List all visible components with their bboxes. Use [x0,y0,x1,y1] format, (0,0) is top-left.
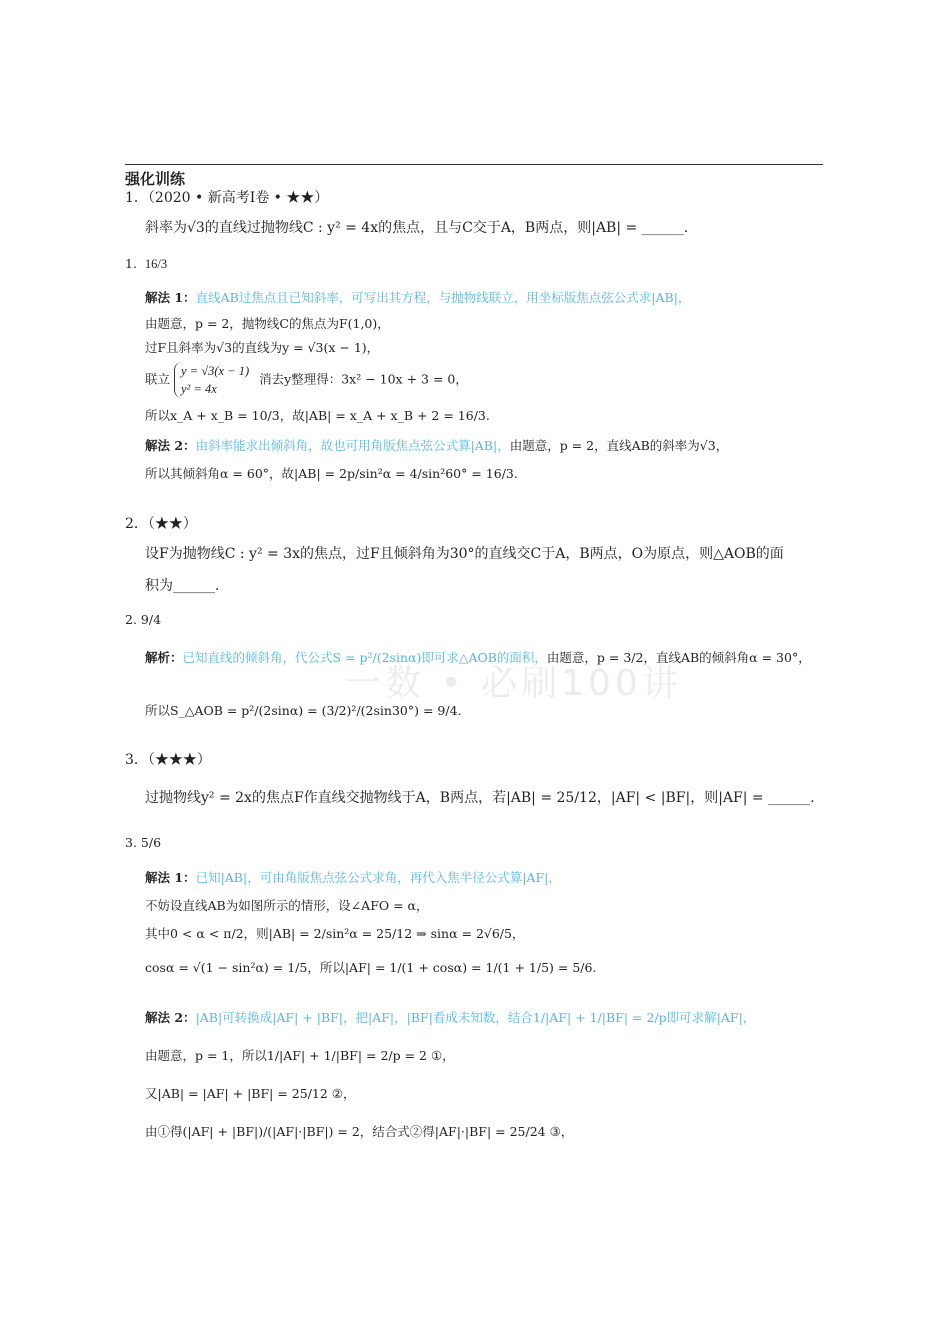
q1-sys-eq1: y = √3(x − 1) [181,364,250,378]
q3-sol1 [145,870,561,885]
q1-sol2 [145,438,728,453]
q1-equation-system [174,362,255,398]
q2-analysis-text: 由题意，p = 3/2，直线AB的倾斜角α = 30°， [546,650,811,665]
q2-line1: 所以S_△AOB = p²/(2sinα) = (3/2)²/(2sin30°) = 9/4. [145,703,462,718]
q3-sol2-label: 解法 2： [145,1010,196,1025]
q3-line5: 又|AB| = |AF| + |BF| = 25/12 ②， [145,1086,356,1101]
q3-answer-label: 3. [125,835,137,850]
q2-analysis [145,650,811,665]
q1-sys-eq2: y² = 4x [181,382,217,397]
q1-header [125,190,328,207]
q3-sol1-hint: 已知|AB|，可由角版焦点弦公式求角，再代入焦半径公式算|AF|， [195,870,561,885]
q1-sol2-text: 由题意，p = 2，直线AB的斜率为√3， [509,438,729,453]
q3-answer [125,835,161,850]
q2-analysis-hint: 已知直线的倾斜角，代公式S = p²/(2sinα)即可求△AOB的面积， [182,650,547,665]
q3-stem: 过抛物线y² = 2x的焦点F作直线交抛物线于A，B两点，若|AB| = 25/12，|AF| < |BF|，则|AF| = ______. [145,790,815,806]
q1-line3 [145,362,468,398]
q3-line1: 不妨设直线AB为如图所示的情形，设∠AFO = α， [145,898,429,913]
q2-analysis-label: 解析： [145,650,183,665]
q3-answer-value: 5/6 [140,835,162,850]
q3-sol2-hint: |AB|可转换成|AF| + |BF|，把|AF|，|BF|看成未知数，结合1/|AF| + 1/|BF| = 2/p即可求解|AF|， [195,1010,756,1025]
q3-line4: 由题意，p = 1，所以1/|AF| + 1/|BF| = 2/p = 2 ①， [145,1048,455,1063]
q3-line3: cosα = √(1 − sin²α) = 1/5，所以|AF| = 1/(1 + cosα) = 1/(1 + 1/5) = 5/6. [145,960,597,975]
q3-header: 3．（★★★） [125,752,211,768]
q1-stem [145,220,688,237]
q2-answer-label: 2. [125,612,137,627]
q2-stem-line1: 设F为抛物线C : y² = 3x的焦点，过F且倾斜角为30°的直线交C于A，B两点，O为原点，则△AOB的面 [145,546,784,562]
q1-line2: 过F且斜率为√3的直线为y = √3(x − 1)， [145,340,380,355]
q1-line3-prefix: 联立 [145,371,171,387]
q3-sol1-label: 解法 1： [145,870,196,885]
q1-sol1-label: 解法 1： [145,290,196,305]
q1-sol2-label: 解法 2： [145,438,196,453]
q1-answer-value: 16/3 [144,257,168,272]
q3-line6: 由①得(|AF| + |BF|)/(|AF|·|BF|) = 2，结合式②得|AF|·|BF| = 25/24 ③， [145,1124,574,1139]
q1-answer [125,256,171,272]
q1-header-text: 1．（2020 • 新高考Ⅰ卷 • ★★） [125,190,329,206]
watermark: 一数 • 必刷100讲 [345,663,682,704]
q1-answer-fraction [143,257,169,271]
header-rule [125,164,823,165]
q1-line3-suffix: 消去y整理得：3x² − 10x + 3 = 0， [259,371,468,387]
q1-stem-text: 斜率为√3的直线过抛物线C : y² = 4x的焦点，且与C交于A，B两点，则|AB| = ______. [145,220,689,236]
q2-answer-value: 9/4 [140,612,162,627]
q1-sol1 [145,290,690,305]
q3-sol2 [145,1010,755,1025]
q1-line5: 所以其倾斜角α = 60°，故|AB| = 2p/sin²α = 4/sin²60° = 16/3. [145,466,518,481]
q1-sol2-hint: 由斜率能求出倾斜角，故也可用角版焦点弦公式算|AB|， [195,438,510,453]
q1-answer-label: 1. [125,256,137,271]
q3-line2: 其中0 < α < π/2，则|AB| = 2/sin²α = 25/12 ⇒ sinα = 2√6/5， [145,926,525,941]
q2-header: 2．（★★） [125,516,197,532]
q1-line1: 由题意，p = 2，抛物线C的焦点为F(1,0)， [145,316,390,331]
q1-sol1-hint: 直线AB过焦点且已知斜率，可写出其方程，与抛物线联立，用坐标版焦点弦公式求|AB|， [195,290,691,305]
section-title: 强化训练 [125,170,186,188]
q2-stem-line2: 积为______. [145,578,220,594]
q1-line4: 所以x_A + x_B = 10/3，故|AB| = x_A + x_B + 2 = 16/3. [145,408,490,423]
q2-answer [125,612,161,627]
